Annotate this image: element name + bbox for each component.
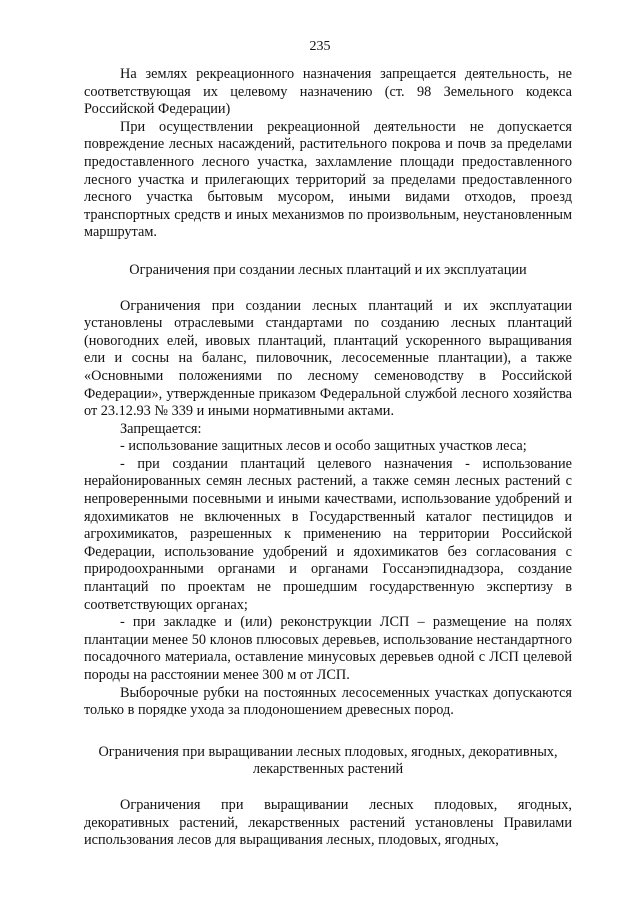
- section-heading-forest-plantations: Ограничения при создании лесных плантаций и их эксплуатации: [129, 261, 527, 278]
- page-body: [84, 66, 572, 850]
- paragraph-plantation-standards: Ограничения при создании лесных плантаций и их эксплуатации установлены отраслевыми стандартами по созданию лесных плантаций (новогодних елей, ивовых плантаций, плантаций ускоренного выращивания ели и сосны на баланс, пиловочник, лесосеменные плантации), а также «Основными положениями по лесному семеноводству в Российской Федерации», утвержденные приказом Федеральной службой лесного хозяйства от 23.12.93 № 339 и иными нормативными актами.: [84, 297, 572, 420]
- spacer: [84, 280, 572, 298]
- paragraph-selective-cutting: Выборочные рубки на постоянных лесосеменных участках допускаются только в порядке ухода за плодоношением древесных пород.: [84, 684, 572, 719]
- page-number: 235: [309, 39, 331, 54]
- spacer: [84, 720, 572, 744]
- paragraph-recreational-activity: При осуществлении рекреационной деятельности не допускается повреждение лесных насаждений, растительного покрова и почв за пределами предоставленного лесного участка, захламление площади предоставленного лесного участка и прилегающих территорий за пределами предоставленного лесного участка бытовым мусором, иными видами отходов, проезд транспортных средств и иных механизмов по произвольным, неустановленным маршрутам.: [84, 118, 572, 241]
- section-heading-fruit-berry-plants: Ограничения при выращивании лесных плодовых, ягодных, декоративных, лекарственных растений: [98, 743, 558, 778]
- list-item-protective-forests: - использование защитных лесов и особо защитных участков леса;: [120, 438, 527, 455]
- paragraph-recreational-lands: На землях рекреационного назначения запрещается деятельность, не соответствующая их целевому назначению (ст. 98 Земельного кодекса Российской Федерации): [84, 66, 572, 118]
- list-item-seed-plantations: - при закладке и (или) реконструкции ЛСП – размещение на полях плантации менее 50 клонов плюсовых деревьев, использование нестандартного посадочного материала, оставление минусовых деревьев одной с ЛСП целевой породы на расстоянии менее 300 м от ЛСП.: [84, 614, 572, 683]
- list-item-target-plantations: - при создании плантаций целевого назначения - использование нерайонированных семян лесных растений, а также семян лесных растений с непроверенными посевными и иными качествами, использование удобрений и ядохимикатов не включенных в Государственный каталог пестицидов и агрохимикатов, разрешенных к применению на территории Российской Федерации, использование удобрений и ядохимикатов без согласования с природоохранными органами и органами Госсанэпиднадзора, создание плантаций по проектам не прошедшим государственную экспертизу в соответствующих органах;: [84, 455, 572, 613]
- paragraph-fruit-berry-rules: Ограничения при выращивании лесных плодовых, ягодных, декоративных растений, лекарственных растений установлены Правилами использования лесов для выращивания лесных, плодовых, ягодных,: [84, 796, 572, 849]
- spacer: [84, 242, 572, 262]
- paragraph-prohibited-label: Запрещается:: [120, 420, 202, 437]
- spacer: [84, 779, 572, 797]
